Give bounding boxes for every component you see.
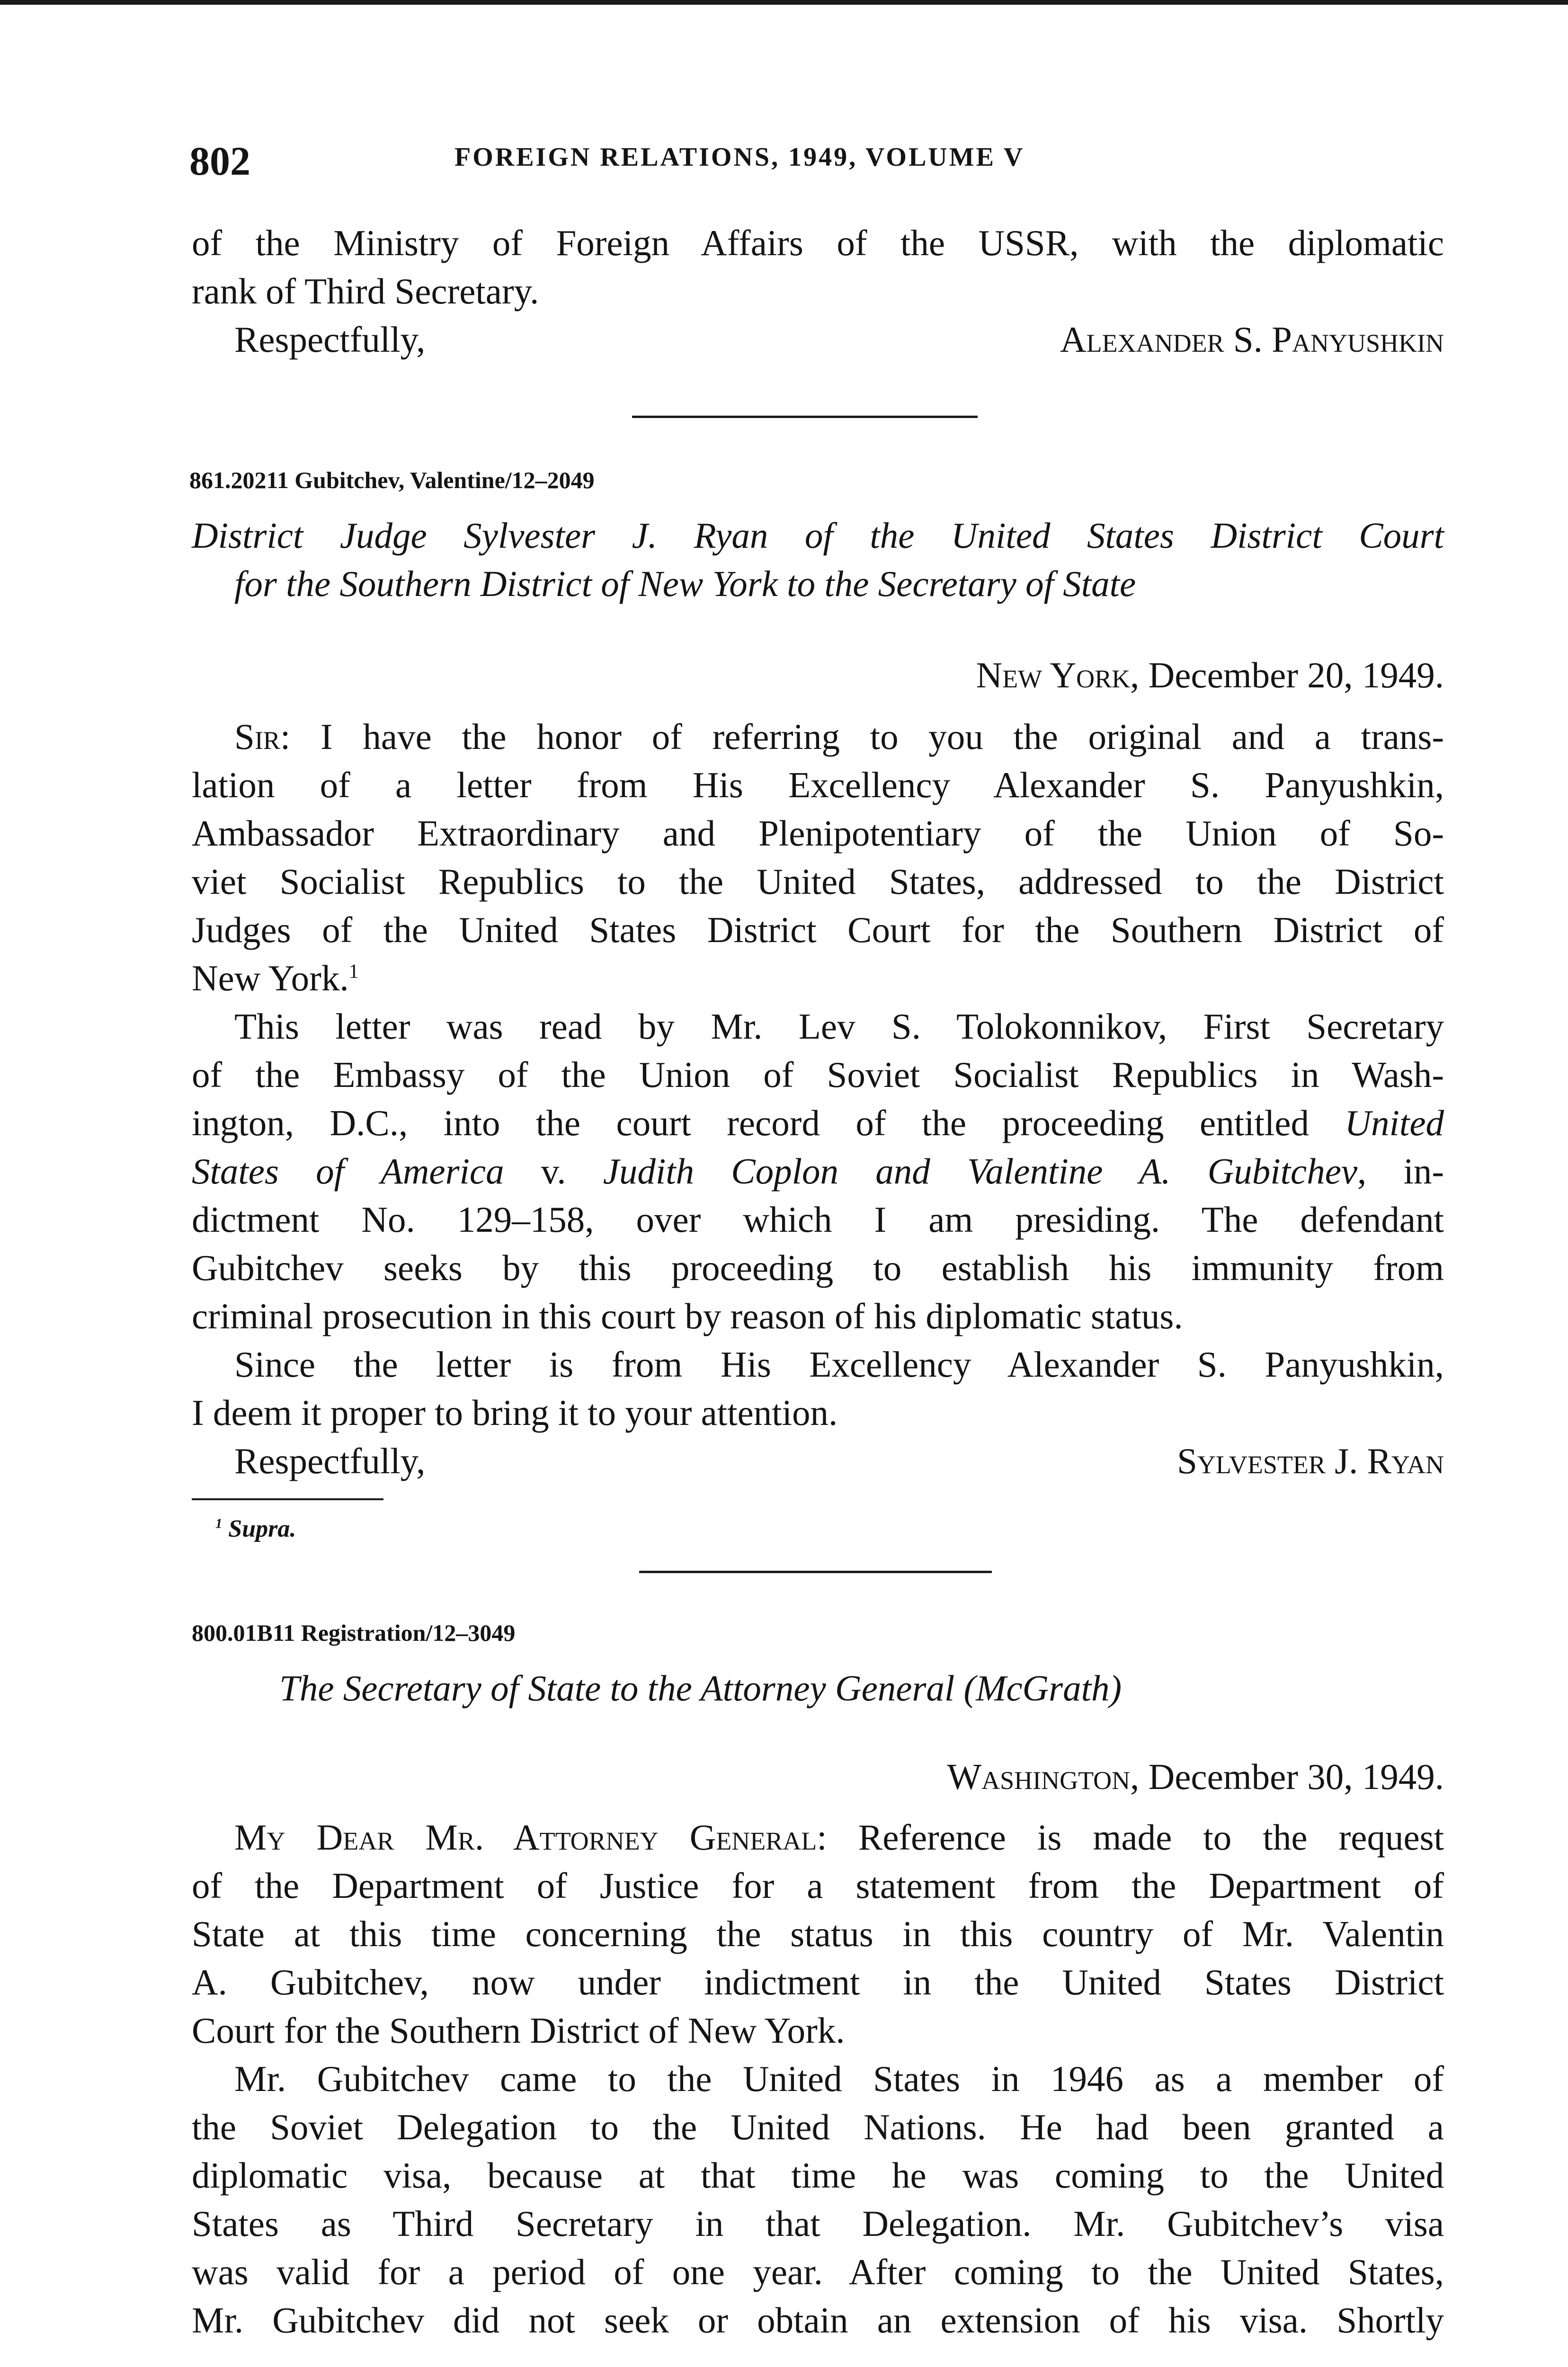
doc1-text-line: of the Ministry of Foreign Affairs of the USSR, with the diplomatic bbox=[192, 222, 1444, 263]
doc3-heading-text: McGrath bbox=[976, 1668, 1110, 1709]
doc2-paragraph-line: This letter was read by Mr. Lev S. Tolokonnikov, First Secretary bbox=[234, 1006, 1444, 1047]
case-title: States of America bbox=[192, 1151, 504, 1192]
doc3-heading-text: ) bbox=[1109, 1668, 1122, 1709]
doc3-heading bbox=[279, 1664, 1122, 1712]
doc3-paragraph-line: States as Third Secretary in that Delegation. Mr. Gubitchev’s visa bbox=[192, 2203, 1444, 2244]
doc3-place: Washington bbox=[947, 1756, 1131, 1797]
section-divider bbox=[639, 1571, 992, 1573]
case-title: United bbox=[1345, 1103, 1444, 1143]
doc3-paragraph-line: A. Gubitchev, now under indictment in the United States District bbox=[192, 1962, 1444, 2002]
doc3-dateline bbox=[947, 1753, 1444, 1801]
doc2-paragraph-line: I deem it proper to bring it to your attention. bbox=[192, 1392, 838, 1433]
doc3-paragraph-line bbox=[234, 1813, 1444, 1861]
scan-top-border bbox=[0, 0, 1568, 5]
doc2-text: , in- bbox=[1357, 1151, 1444, 1192]
page-number: 802 bbox=[189, 138, 250, 184]
footnote-marker: 1 bbox=[348, 960, 359, 983]
doc2-paragraph-line: dictment No. 129–158, over which I am presiding. The defendant bbox=[192, 1199, 1444, 1240]
doc3-paragraph-line: State at this time concerning the status in this country of Mr. Valentin bbox=[192, 1913, 1444, 1954]
doc2-date: , December 20, 1949. bbox=[1130, 655, 1444, 695]
doc3-date: , December 30, 1949. bbox=[1130, 1756, 1444, 1797]
doc3-text: : Reference is made to the request bbox=[817, 1817, 1444, 1858]
doc3-paragraph-line: Mr. Gubitchev came to the United States in 1946 as a member of bbox=[234, 2058, 1444, 2099]
doc2-text: : I have the honor of referring to you the original and a trans- bbox=[280, 716, 1444, 757]
doc3-file-reference: 800.01B11 Registration/12–3049 bbox=[192, 1620, 516, 1646]
doc2-paragraph-line bbox=[192, 1099, 1444, 1147]
doc2-heading: District Judge Sylvester J. Ryan of the United States District Court bbox=[192, 515, 1444, 556]
doc2-paragraph-line bbox=[192, 1147, 1444, 1195]
doc3-paragraph-line: was valid for a period of one year. After coming to the United States, bbox=[192, 2251, 1444, 2292]
doc2-text: v. bbox=[504, 1151, 603, 1192]
footnote bbox=[215, 1515, 296, 1543]
doc2-paragraph-line: lation of a letter from His Excellency Alexander S. Panyushkin, bbox=[192, 765, 1444, 805]
running-title: FOREIGN RELATIONS, 1949, VOLUME V bbox=[454, 142, 1025, 172]
case-title: Judith Coplon and Valentine A. Gubitchev bbox=[603, 1151, 1358, 1192]
doc2-paragraph-line: Ambassador Extraordinary and Plenipotentiary of the Union of So- bbox=[192, 813, 1444, 854]
doc2-paragraph-line: Judges of the United States District Court for the Southern District of bbox=[192, 909, 1444, 950]
doc2-paragraph-line: Gubitchev seeks by this proceeding to establish his immunity from bbox=[192, 1247, 1444, 1288]
section-divider bbox=[632, 416, 978, 418]
footnote-number: 1 bbox=[215, 1516, 223, 1531]
doc2-closing: Respectfully, bbox=[234, 1441, 426, 1481]
doc3-salutation: My Dear Mr. Attorney General bbox=[234, 1817, 817, 1858]
doc3-paragraph-line: Mr. Gubitchev did not seek or obtain an extension of his visa. Shortly bbox=[192, 2300, 1444, 2340]
footnote-rule bbox=[192, 1498, 383, 1500]
doc1-closing: Respectfully, bbox=[234, 319, 426, 360]
doc3-heading-text: The Secretary of State to the Attorney General ( bbox=[279, 1668, 976, 1709]
doc3-paragraph-line: Court for the Southern District of New York. bbox=[192, 2010, 845, 2051]
doc2-salutation: Sir bbox=[234, 716, 280, 757]
doc2-paragraph-line: viet Socialist Republics to the United States, addressed to the District bbox=[192, 861, 1444, 902]
footnote-text: Supra. bbox=[228, 1515, 296, 1542]
doc2-paragraph-line: Since the letter is from His Excellency Alexander S. Panyushkin, bbox=[234, 1344, 1444, 1385]
doc2-signature: Sylvester J. Ryan bbox=[1177, 1441, 1444, 1481]
doc2-heading: for the Southern District of New York to the Secretary of State bbox=[234, 563, 1136, 604]
doc2-paragraph-line bbox=[192, 954, 1444, 1002]
doc3-paragraph-line: of the Department of Justice for a statement from the Department of bbox=[192, 1865, 1444, 1906]
doc2-text: ington, D.C., into the court record of the proceeding entitled bbox=[192, 1103, 1345, 1143]
doc2-dateline bbox=[976, 651, 1444, 699]
doc2-paragraph-line bbox=[234, 712, 1444, 761]
doc1-signature: Alexander S. Panyushkin bbox=[1060, 319, 1444, 360]
doc3-paragraph-line: the Soviet Delegation to the United Nations. He had been granted a bbox=[192, 2107, 1444, 2147]
doc3-paragraph-line: diplomatic visa, because at that time he was coming to the United bbox=[192, 2155, 1444, 2196]
doc2-paragraph-line: criminal prosecution in this court by reason of his diplomatic status. bbox=[192, 1296, 1183, 1336]
doc2-paragraph-line: of the Embassy of the Union of Soviet Socialist Republics in Wash- bbox=[192, 1054, 1444, 1095]
doc2-place: New York bbox=[976, 655, 1131, 695]
doc2-file-reference: 861.20211 Gubitchev, Valentine/12–2049 bbox=[189, 467, 595, 493]
doc2-text: New York. bbox=[192, 958, 349, 998]
doc1-text-line: rank of Third Secretary. bbox=[192, 271, 539, 311]
